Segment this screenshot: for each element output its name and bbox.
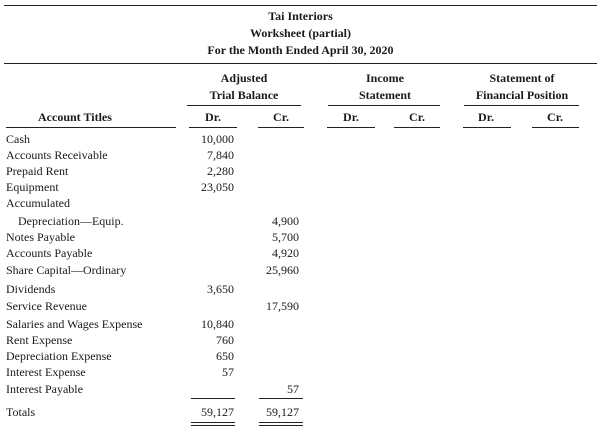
- group-income-line1: Income: [366, 71, 404, 85]
- credit-value: 4,900: [272, 214, 299, 228]
- adjusted-cr-header: Cr.: [273, 110, 289, 124]
- debit-value: 7,840: [207, 148, 234, 162]
- account-title: Accounts Receivable: [6, 148, 108, 162]
- report-period: For the Month Ended April 30, 2020: [207, 43, 394, 57]
- credit-double-rule-top: [259, 422, 303, 423]
- table-row: [0, 332, 601, 348]
- table-row: [0, 364, 601, 380]
- account-title: Accumulated: [6, 196, 70, 210]
- debit-total: 59,127: [201, 405, 234, 419]
- debit-value: 3,650: [207, 282, 234, 296]
- account-title: Accounts Payable: [6, 246, 93, 260]
- table-row: [0, 131, 601, 147]
- adjusted-dr-underline: [189, 127, 237, 128]
- table-row: [0, 163, 601, 179]
- group-adjusted-line2: Trial Balance: [209, 88, 279, 102]
- credit-total-rule: [259, 398, 303, 399]
- financial-cr-underline: [532, 127, 579, 128]
- table-row: [0, 245, 601, 261]
- debit-value: 10,840: [201, 317, 234, 331]
- credit-total: 59,127: [266, 405, 299, 419]
- financial-dr-underline: [463, 127, 511, 128]
- account-title: Service Revenue: [6, 299, 87, 313]
- income-dr-underline: [327, 127, 375, 128]
- group-adjusted-line1: Adjusted: [220, 71, 268, 85]
- account-title: Depreciation—Equip.: [18, 214, 124, 228]
- group-financial-underline: [464, 105, 579, 106]
- account-title: Notes Payable: [6, 230, 75, 244]
- debit-value: 23,050: [201, 180, 234, 194]
- account-title: Prepaid Rent: [6, 164, 69, 178]
- company-name: Tai Interiors: [268, 9, 333, 23]
- account-title: Salaries and Wages Expense: [6, 317, 143, 331]
- income-cr-underline: [394, 127, 440, 128]
- adjusted-dr-header: Dr.: [205, 110, 221, 124]
- credit-double-rule-bottom: [259, 425, 303, 426]
- group-income-statement: [326, 70, 444, 104]
- account-titles-header: Account Titles: [38, 110, 112, 124]
- group-adjusted-trial-balance: [185, 70, 303, 104]
- credit-value: 4,920: [272, 246, 299, 260]
- group-financial-line2: Financial Position: [475, 88, 569, 102]
- debit-double-rule-bottom: [191, 425, 235, 426]
- income-dr-header: Dr.: [343, 110, 359, 124]
- table-row: [0, 281, 601, 297]
- income-cr-header: Cr.: [409, 110, 425, 124]
- debit-value: 57: [222, 365, 234, 379]
- adjusted-cr-underline: [258, 127, 304, 128]
- top-rule: [4, 5, 597, 6]
- group-income-line2: Statement: [359, 88, 411, 102]
- group-financial-position: [461, 70, 583, 104]
- group-adjusted-underline: [187, 105, 301, 106]
- header-rule: [4, 63, 597, 64]
- table-row: [0, 179, 601, 195]
- debit-total-rule: [191, 398, 235, 399]
- group-income-underline: [328, 105, 440, 106]
- table-row: [0, 195, 601, 211]
- table-row: [0, 316, 601, 332]
- account-title: Equipment: [6, 180, 59, 194]
- debit-double-rule-top: [191, 422, 235, 423]
- table-row: [0, 348, 601, 364]
- debit-value: 760: [216, 333, 234, 347]
- report-name: Worksheet (partial): [250, 26, 351, 40]
- totals-row: [0, 404, 601, 420]
- credit-value: 17,590: [266, 299, 299, 313]
- financial-dr-header: Dr.: [478, 110, 494, 124]
- account-title: Share Capital—Ordinary: [6, 263, 127, 277]
- account-title: Interest Payable: [6, 382, 83, 396]
- table-row: [0, 229, 601, 245]
- table-row: [0, 147, 601, 163]
- debit-value: 650: [216, 349, 234, 363]
- debit-value: 2,280: [207, 164, 234, 178]
- account-title: Rent Expense: [6, 333, 73, 347]
- group-financial-line1: Statement of: [489, 71, 555, 85]
- credit-value: 25,960: [266, 263, 299, 277]
- totals-label: Totals: [6, 405, 36, 419]
- table-row: [0, 213, 601, 229]
- credit-value: 5,700: [272, 230, 299, 244]
- account-title: Cash: [6, 132, 30, 146]
- account-title: Interest Expense: [6, 365, 86, 379]
- debit-value: 10,000: [201, 132, 234, 146]
- financial-cr-header: Cr.: [547, 110, 563, 124]
- account-title: Dividends: [6, 282, 56, 296]
- account-title: Depreciation Expense: [6, 349, 112, 363]
- table-row: [0, 381, 601, 397]
- account-titles-underline: [6, 127, 176, 128]
- table-row: [0, 262, 601, 278]
- credit-value: 57: [287, 382, 299, 396]
- table-row: [0, 298, 601, 314]
